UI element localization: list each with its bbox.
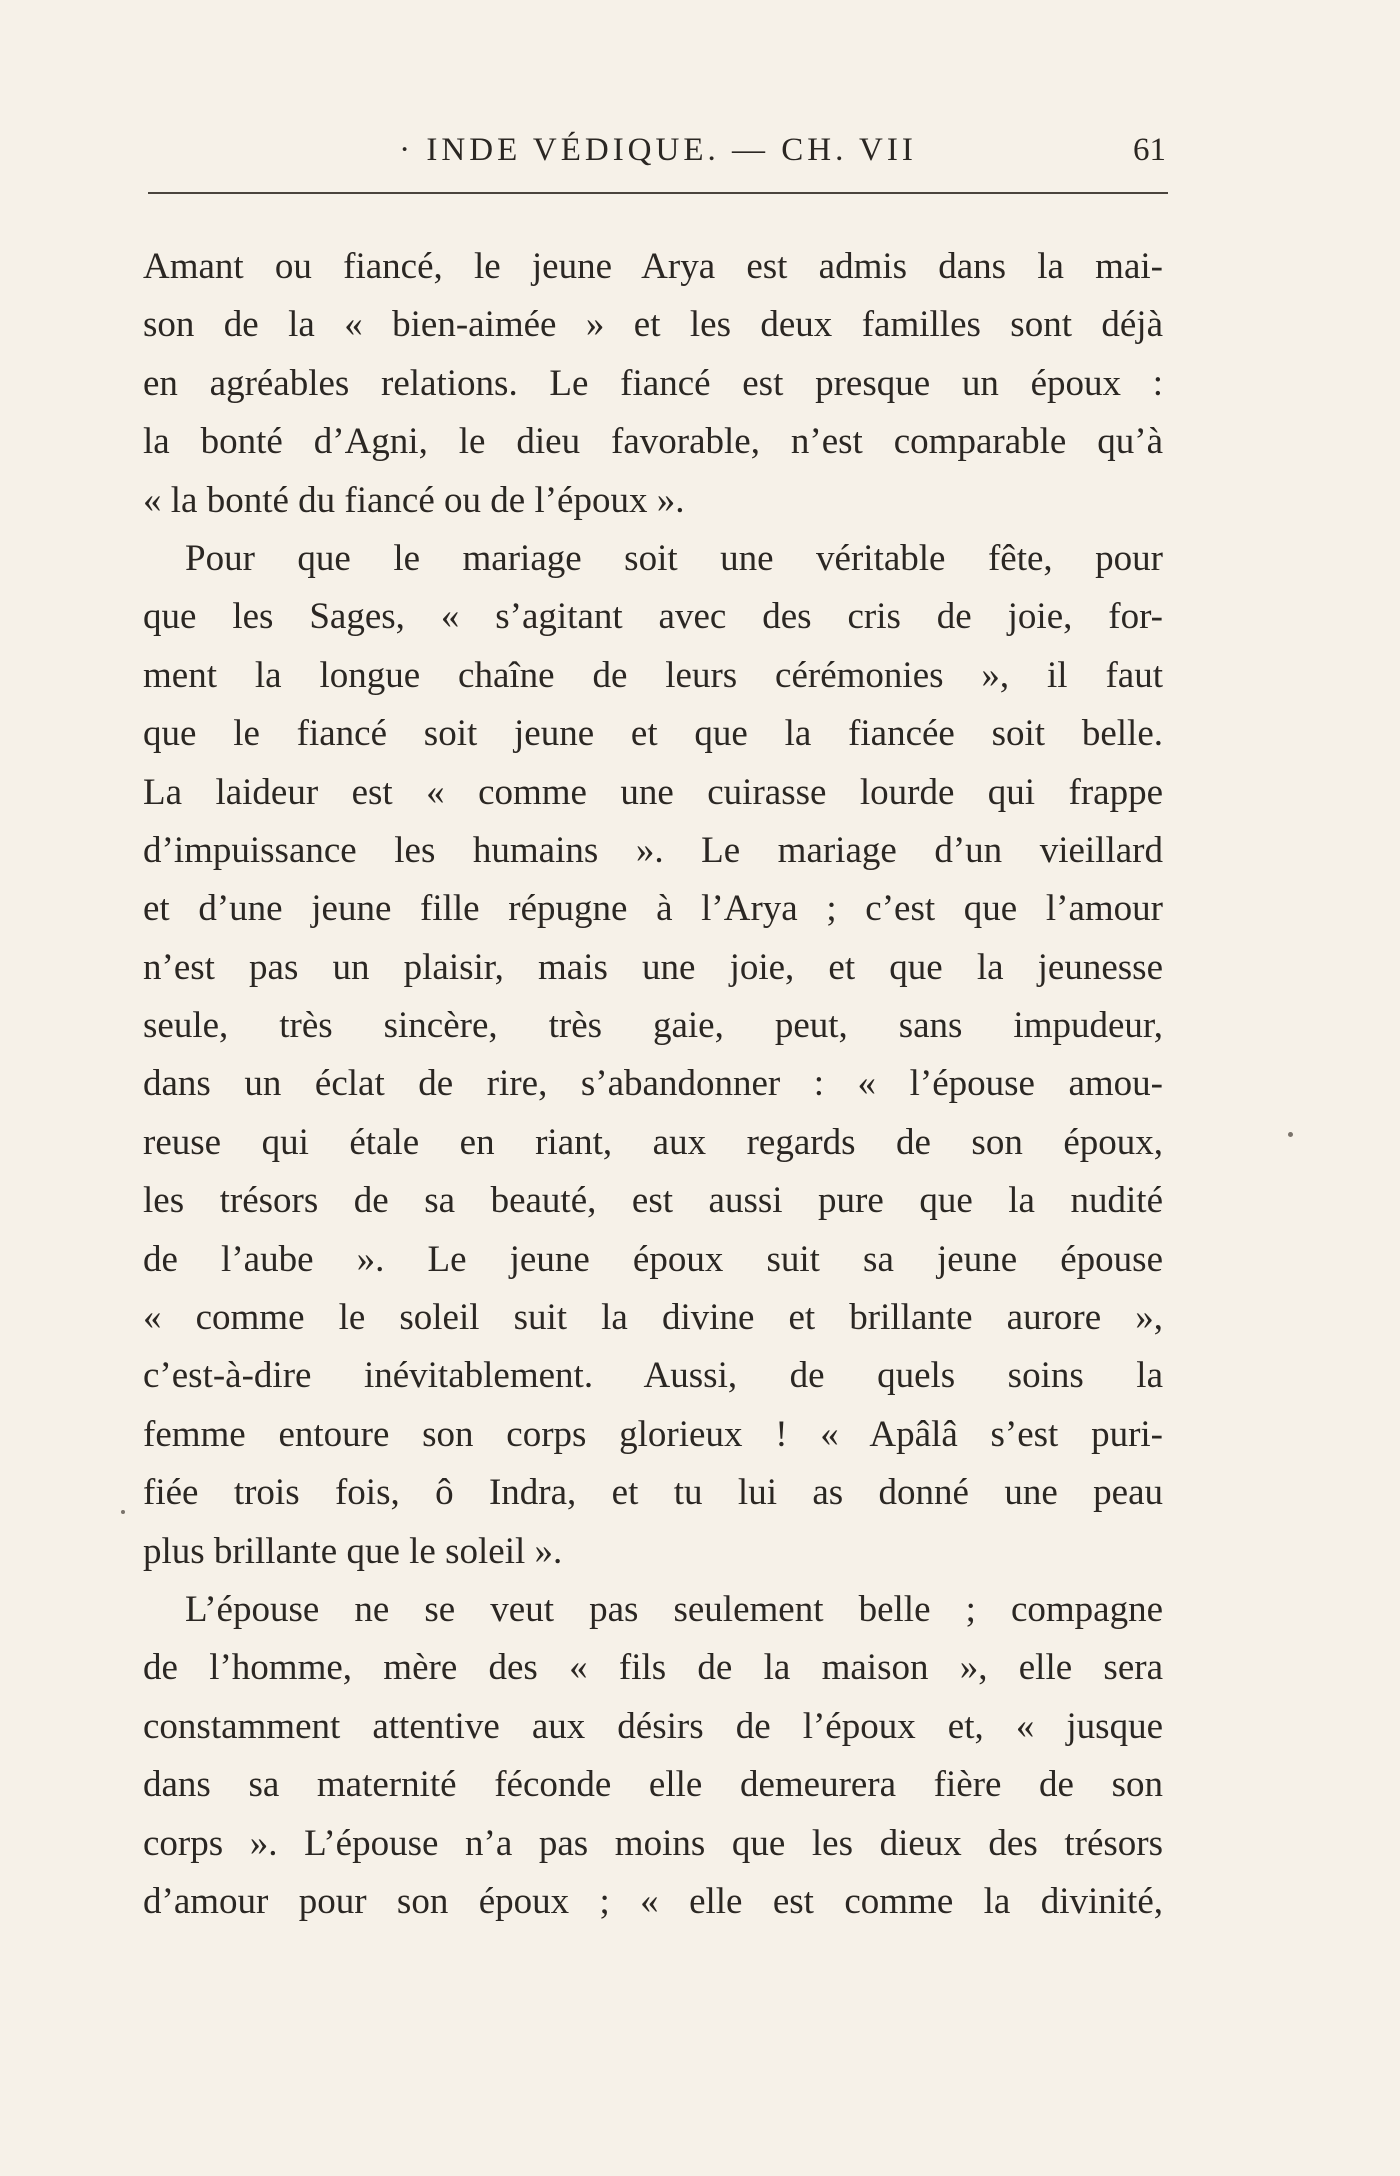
text-line: seule, très sincère, très gaie, peut, sans impudeur, <box>143 1005 1163 1047</box>
text-line: reuse qui étale en riant, aux regards de son époux, <box>143 1121 1163 1163</box>
text-line: « comme le soleil suit la divine et brillante aurore », <box>143 1297 1163 1339</box>
paper-speck <box>1288 1132 1293 1137</box>
text-line: de l’homme, mère des « fils de la maison », elle sera <box>143 1647 1163 1689</box>
text-line: la bonté d’Agni, le dieu favorable, n’est comparable qu’à <box>143 421 1163 463</box>
text-line: dans sa maternité féconde elle demeurera fière de son <box>143 1764 1163 1806</box>
text-line: La laideur est « comme une cuirasse lourde qui frappe <box>143 771 1163 813</box>
text-line: Pour que le mariage soit une véritable fête, pour <box>185 537 1163 579</box>
text-line: d’amour pour son époux ; « elle est comme la divinité, <box>143 1880 1163 1922</box>
text-line: L’épouse ne se veut pas seulement belle ; compagne <box>185 1588 1163 1630</box>
text-line: dans un éclat de rire, s’abandonner : « l’épouse amou- <box>143 1063 1163 1105</box>
running-head: · INDE VÉDIQUE. — CH. VII <box>399 132 917 168</box>
text-line: que les Sages, « s’agitant avec des cris de joie, for- <box>143 596 1163 638</box>
text-line: Amant ou fiancé, le jeune Arya est admis dans la mai- <box>143 246 1163 287</box>
page-header <box>148 122 1168 178</box>
text-line: fiée trois fois, ô Indra, et tu lui as donné une peau <box>143 1472 1163 1514</box>
text-line: son de la « bien-aimée » et les deux familles sont déjà <box>143 304 1163 346</box>
text-line: constamment attentive aux désirs de l’époux et, « jusque <box>143 1705 1163 1747</box>
text-line: c’est-à-dire inévitablement. Aussi, de quels soins la <box>143 1355 1163 1397</box>
paper-speck <box>121 1510 125 1514</box>
text-line: et d’une jeune fille répugne à l’Arya ; c’est que l’amour <box>143 888 1163 930</box>
text-line: femme entoure son corps glorieux ! « Apâlâ s’est puri- <box>143 1413 1163 1455</box>
text-line: plus brillante que le soleil ». <box>143 1530 563 1572</box>
text-line: ment la longue chaîne de leurs cérémonies », il faut <box>143 654 1163 696</box>
text-line: n’est pas un plaisir, mais une joie, et que la jeunesse <box>143 946 1163 988</box>
text-line: que le fiancé soit jeune et que la fiancée soit belle. <box>143 713 1163 755</box>
body-text <box>143 238 1163 1931</box>
text-line: d’impuissance les humains ». Le mariage d’un vieillard <box>143 829 1163 871</box>
page-number: 61 <box>1133 132 1166 168</box>
text-line: corps ». L’épouse n’a pas moins que les dieux des trésors <box>143 1822 1163 1864</box>
header-rule <box>148 192 1168 194</box>
text-line: en agréables relations. Le fiancé est presque un époux : <box>143 362 1163 404</box>
text-line: les trésors de sa beauté, est aussi pure que la nudité <box>143 1180 1163 1222</box>
text-line: « la bonté du fiancé ou de l’époux ». <box>143 479 685 521</box>
text-line: de l’aube ». Le jeune époux suit sa jeune épouse <box>143 1238 1163 1280</box>
